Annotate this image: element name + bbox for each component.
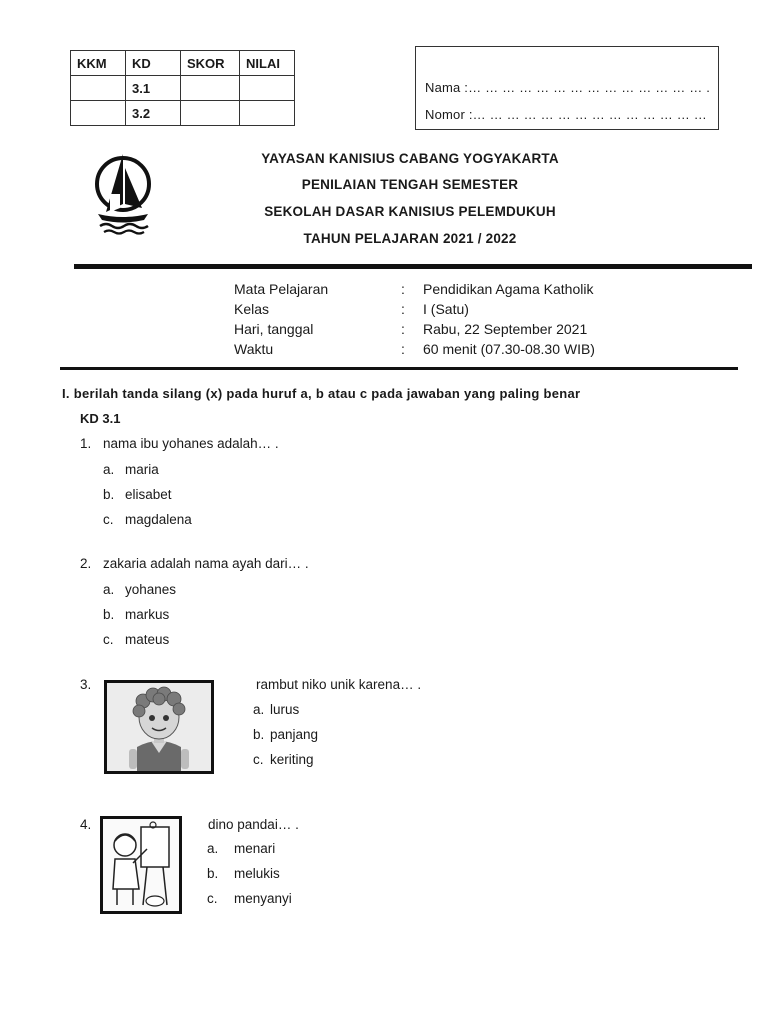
option-text: markus [125,607,170,622]
school-name: SEKOLAH DASAR KANISIUS PELEMDUKUH [264,204,556,219]
info-row-class [0,301,768,321]
header-kd: KD [126,51,181,76]
skor-cell [181,76,240,101]
question-3-number: 3. [80,677,92,692]
question-3-text: rambut niko unik karena… . [256,677,422,692]
table-row [71,101,295,126]
option-text: yohanes [125,582,177,597]
info-colon: : [401,341,405,357]
header-divider [74,264,752,269]
header-nilai: NILAI [240,51,295,76]
info-colon: : [401,301,405,317]
info-row-time [0,341,768,361]
option-letter: a. [253,702,265,717]
info-value: I (Satu) [423,301,469,317]
option-3b[interactable] [253,727,318,742]
kd-label: KD 3.1 [80,411,121,426]
question-text: nama ibu yohanes adalah… . [103,436,279,451]
option-letter: c. [207,891,218,906]
info-value: 60 menit (07.30-08.30 WIB) [423,341,595,357]
info-divider [60,367,738,370]
option-letter: a. [103,462,115,477]
option-letter: c. [103,632,114,647]
student-identity-box [415,46,719,130]
option-2a[interactable] [103,582,176,597]
option-1a[interactable] [103,462,159,477]
info-row-subject [0,281,768,301]
number-line: Nomor :… … … … … … … … … … … … … … [425,107,707,122]
table-row [71,76,295,101]
option-2b[interactable] [103,607,169,622]
option-text: keriting [270,752,314,767]
header-skor: SKOR [181,51,240,76]
name-line: Nama :… … … … … … … … … … … … … … . [425,80,711,95]
option-4c[interactable] [207,891,292,906]
score-table-header [71,51,295,76]
option-letter: c. [103,512,114,527]
option-letter: b. [253,727,265,742]
nilai-cell [240,101,295,126]
question-1 [80,436,279,451]
info-row-date [0,321,768,341]
academic-year: TAHUN PELAJARAN 2021 / 2022 [303,231,517,246]
option-text: menari [234,841,276,856]
option-1b[interactable] [103,487,172,502]
foundation-title: YAYASAN KANISIUS CABANG YOGYAKARTA [261,151,559,166]
exam-title: PENILAIAN TENGAH SEMESTER [301,177,519,192]
option-text: menyanyi [234,891,292,906]
nilai-cell [240,76,295,101]
option-letter: c. [253,752,264,767]
info-label: Hari, tanggal [234,321,314,337]
question-text: zakaria adalah nama ayah dari… . [103,556,309,571]
option-text: panjang [270,727,319,742]
option-1c[interactable] [103,512,192,527]
option-text: melukis [234,866,280,881]
boy-curly-hair-illustration [104,680,214,774]
school-logo [92,150,154,236]
question-number: 2. [80,556,92,571]
child-painting-illustration [100,816,182,914]
option-3a[interactable] [253,702,299,717]
option-text: magdalena [125,512,192,527]
option-text: elisabet [125,487,172,502]
info-label: Kelas [234,301,270,317]
option-letter: b. [103,487,115,502]
option-letter: a. [103,582,115,597]
kd-cell: 3.1 [126,76,181,101]
info-colon: : [401,321,405,337]
kkm-cell [71,76,126,101]
option-letter: b. [103,607,115,622]
option-2c[interactable] [103,632,169,647]
option-4a[interactable] [207,841,275,856]
question-number: 1. [80,436,92,451]
option-letter: b. [207,866,219,881]
skor-cell [181,101,240,126]
question-4-number: 4. [80,817,92,832]
option-4b[interactable] [207,866,280,881]
header-kkm: KKM [71,51,126,76]
question-2 [80,556,309,571]
option-text: lurus [270,702,300,717]
score-table [70,50,295,126]
info-label: Waktu [234,341,274,357]
option-letter: a. [207,841,219,856]
option-3c[interactable] [253,752,314,767]
info-value: Pendidikan Agama Katholik [423,281,594,297]
question-4-text: dino pandai… . [208,817,299,832]
option-text: maria [125,462,159,477]
info-colon: : [401,281,405,297]
option-text: mateus [125,632,170,647]
info-label: Mata Pelajaran [234,281,329,297]
kd-cell: 3.2 [126,101,181,126]
info-value: Rabu, 22 September 2021 [423,321,588,337]
kkm-cell [71,101,126,126]
section-instruction: I. berilah tanda silang (x) pada huruf a, b atau c pada jawaban yang paling benar [62,386,581,401]
